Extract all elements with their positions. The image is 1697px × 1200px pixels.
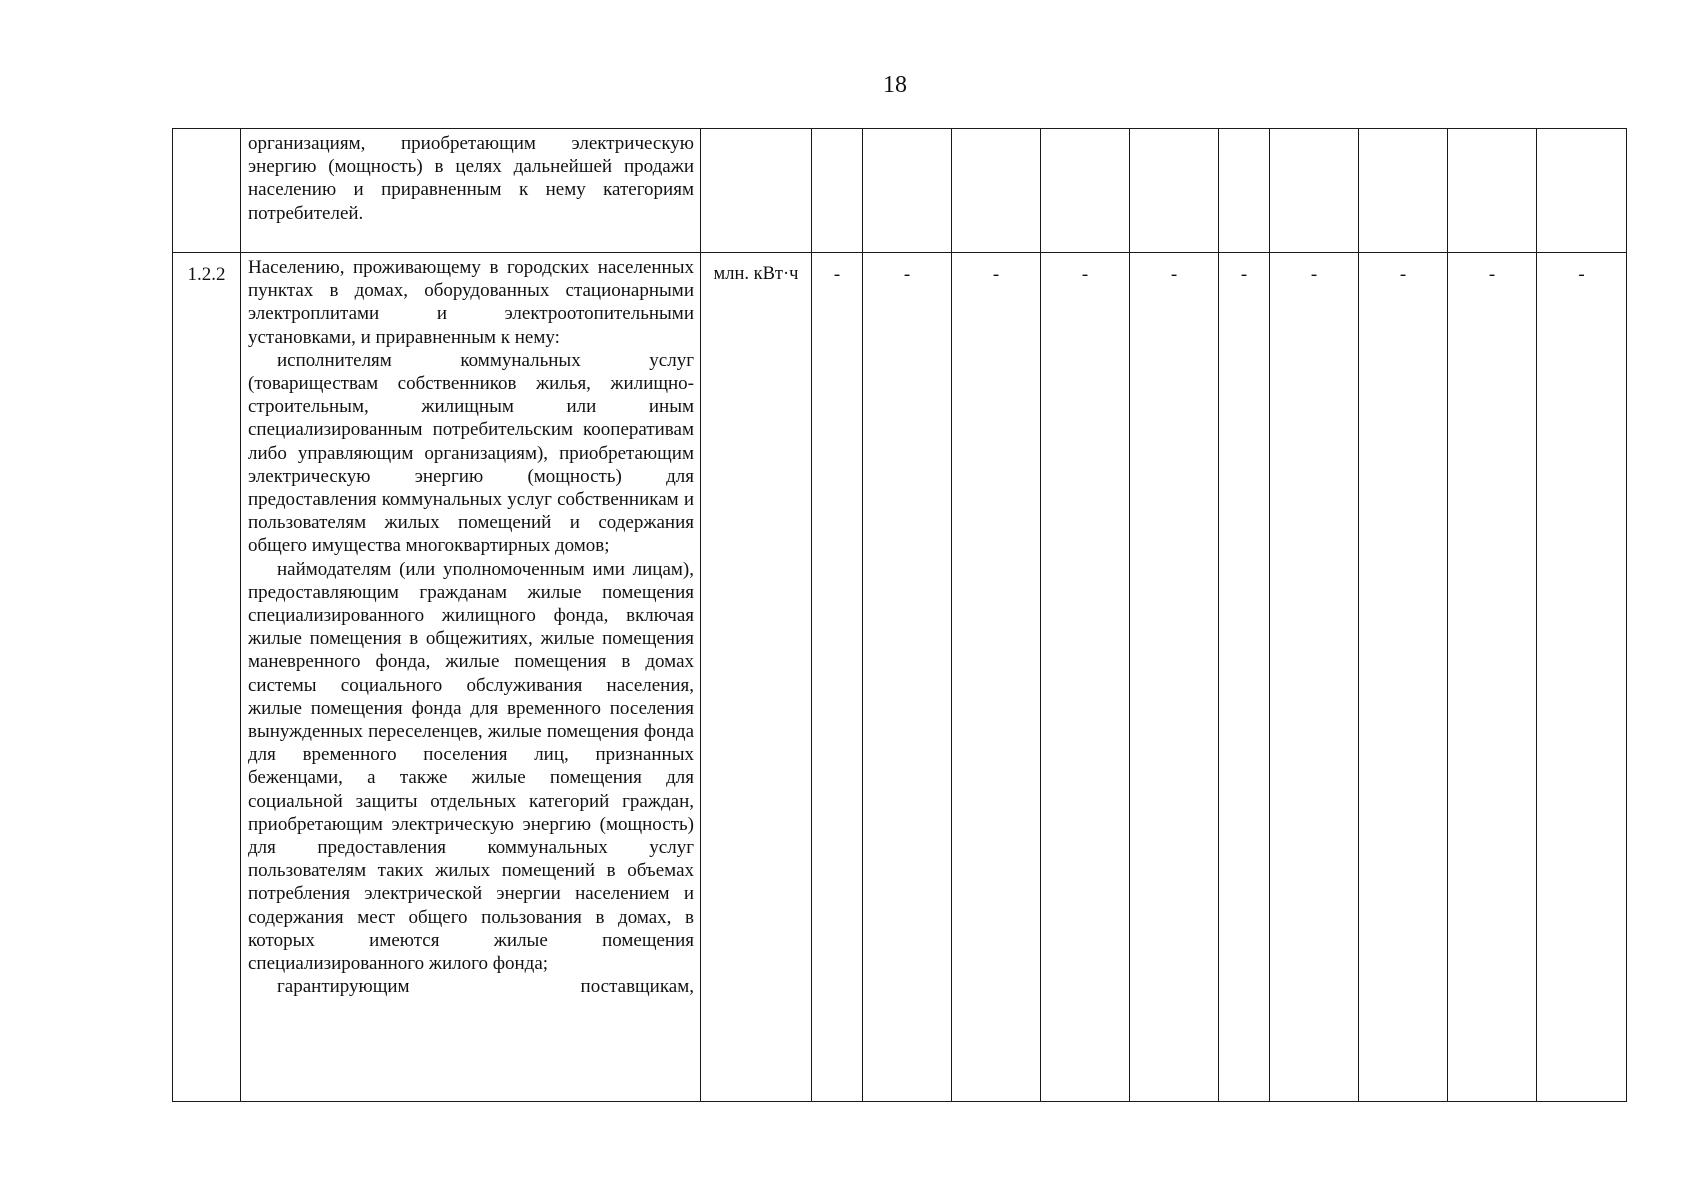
description-paragraph: организациям, приобретающим электрическую энергию (мощность) в целях дальнейшей продажи населению и приравненным к нему категориям потребителей.: [248, 133, 694, 224]
value-cell: [1537, 129, 1627, 253]
value-cell: -: [1359, 253, 1448, 1102]
value-cell: -: [812, 253, 863, 1102]
value-cell: [812, 129, 863, 253]
value-cell: [1219, 129, 1270, 253]
value-cell: -: [1130, 253, 1219, 1102]
value-cell: -: [1537, 253, 1627, 1102]
value-cell: [863, 129, 952, 253]
row-description: [241, 253, 701, 1102]
page-number: 18: [883, 72, 907, 98]
value-cell: -: [863, 253, 952, 1102]
table-row: [173, 253, 1627, 1102]
description-paragraph: Населению, проживающему в городских населенных пунктах в домах, оборудованных стационарными электроплитами и электроотопительными установками, и приравненным к нему:: [248, 257, 694, 348]
row-unit: млн. кВт·ч: [701, 253, 812, 1102]
value-cell: [1359, 129, 1448, 253]
row-number: [173, 129, 241, 253]
description-paragraph: исполнителям коммунальных услуг (товариществам собственников жилья, жилищно-строительным, жилищным или иным специализированным потребительским кооперативам либо управляющим организациям), приобретающим электрическую энергию (мощность) для предоставления коммунальных услуг собственникам и пользователям жилых помещений и содержания общего имущества многоквартирных домов;: [248, 349, 694, 557]
row-number: 1.2.2: [173, 253, 241, 1102]
value-cell: [952, 129, 1041, 253]
tariff-table: [172, 128, 1627, 1102]
value-cell: -: [1219, 253, 1270, 1102]
value-cell: [1041, 129, 1130, 253]
last-line-left: гарантирующим: [277, 976, 410, 998]
value-cell: -: [1448, 253, 1537, 1102]
description-paragraph: наймодателям (или уполномоченным ими лицам), предоставляющим гражданам жилые помещения специализированного жилищного фонда, включая жилые помещения в общежитиях, жилые помещения маневренного фонда, жилые помещения в домах системы социального обслуживания населения, жилые помещения фонда для временного поселения вынужденных переселенцев, жилые помещения фонда для временного поселения лиц, признанных беженцами, а также жилые помещения для социальной защиты отдельных категорий граждан, приобретающим электрическую энергию (мощность) для предоставления коммунальных услуг пользователям таких жилых помещений в объемах потребления электрической энергии населением и содержания мест общего пользования в домах, в которых имеются жилые помещения специализированного жилого фонда;: [248, 558, 694, 975]
value-cell: [1130, 129, 1219, 253]
value-cell: -: [952, 253, 1041, 1102]
value-cell: -: [1270, 253, 1359, 1102]
last-line-right: поставщикам,: [580, 976, 694, 998]
row-description: [241, 129, 701, 253]
value-cell: -: [1041, 253, 1130, 1102]
row-unit: [701, 129, 812, 253]
value-cell: [1270, 129, 1359, 253]
table-row: [173, 129, 1627, 253]
value-cell: [1448, 129, 1537, 253]
description-last-line: [248, 975, 694, 998]
